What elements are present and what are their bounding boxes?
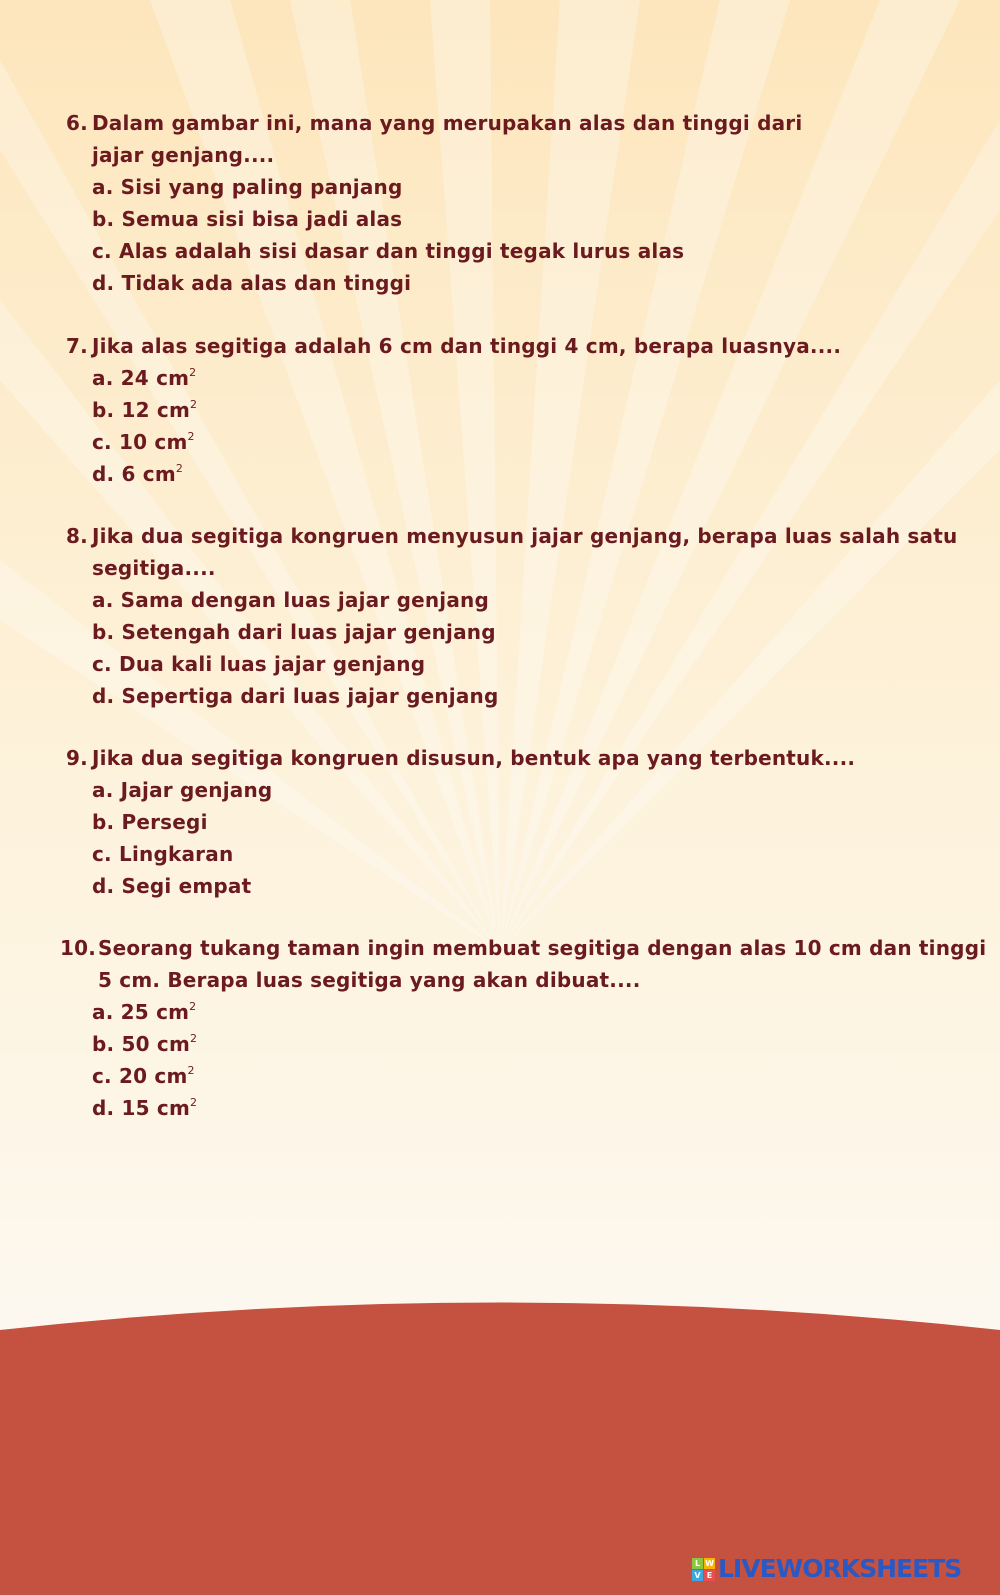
question-number: 10. [60, 936, 97, 960]
question-number: 6. [66, 111, 88, 135]
question-text: Dalam gambar ini, mana yang merupakan alas dan tinggi dari [92, 111, 803, 135]
option-d: d. Segi empat [92, 874, 252, 898]
question-text: 5 cm. Berapa luas segitiga yang akan dibuat.... [98, 968, 641, 992]
option-b: b. Semua sisi bisa jadi alas [92, 207, 403, 231]
option-c: c. Alas adalah sisi dasar dan tinggi tegak lurus alas [92, 239, 685, 263]
question-number: 8. [66, 524, 88, 548]
bottom-band [0, 1300, 1000, 1595]
option-a: a. Sisi yang paling panjang [92, 175, 403, 199]
question-text: segitiga.... [92, 556, 216, 580]
option-d: d. 15 $cm^2$ [92, 1096, 198, 1120]
liveworksheets-logo[interactable] [692, 1556, 992, 1586]
option-a: a. 24 $cm^2$ [92, 366, 197, 390]
option-c: c. 10 $cm^2$ [92, 430, 195, 454]
logo-mark-icon: L W V E [692, 1558, 716, 1582]
option-d: d. 6 $cm^2$ [92, 462, 184, 486]
question-text: Jika dua segitiga kongruen disusun, bentuk apa yang terbentuk.... [92, 746, 856, 770]
option-a: a. Jajar genjang [92, 778, 273, 802]
question-text: Seorang tukang taman ingin membuat segitiga dengan alas 10 cm dan tinggi [98, 936, 987, 960]
question-number: 7. [66, 334, 88, 358]
question-text: jajar genjang.... [92, 143, 275, 167]
question-text: Jika dua segitiga kongruen menyusun jajar genjang, berapa luas salah satu [92, 524, 958, 548]
option-a: a. Sama dengan luas jajar genjang [92, 588, 490, 612]
question-number: 9. [66, 746, 88, 770]
option-b: b. 50 $cm^2$ [92, 1032, 198, 1056]
option-d: d. Tidak ada alas dan tinggi [92, 271, 412, 295]
option-a: a. 25 $cm^2$ [92, 1000, 197, 1024]
option-b: b. 12 $cm^2$ [92, 398, 198, 422]
option-c: c. Lingkaran [92, 842, 234, 866]
logo-text: LIVEWORKSHEETS [718, 1554, 962, 1583]
option-b: b. Setengah dari luas jajar genjang [92, 620, 496, 644]
option-c: c. Dua kali luas jajar genjang [92, 652, 426, 676]
option-c: c. 20 $cm^2$ [92, 1064, 195, 1088]
question-text: Jika alas segitiga adalah 6 cm dan tinggi 4 cm, berapa luasnya.... [92, 334, 842, 358]
option-d: d. Sepertiga dari luas jajar genjang [92, 684, 499, 708]
option-b: b. Persegi [92, 810, 208, 834]
